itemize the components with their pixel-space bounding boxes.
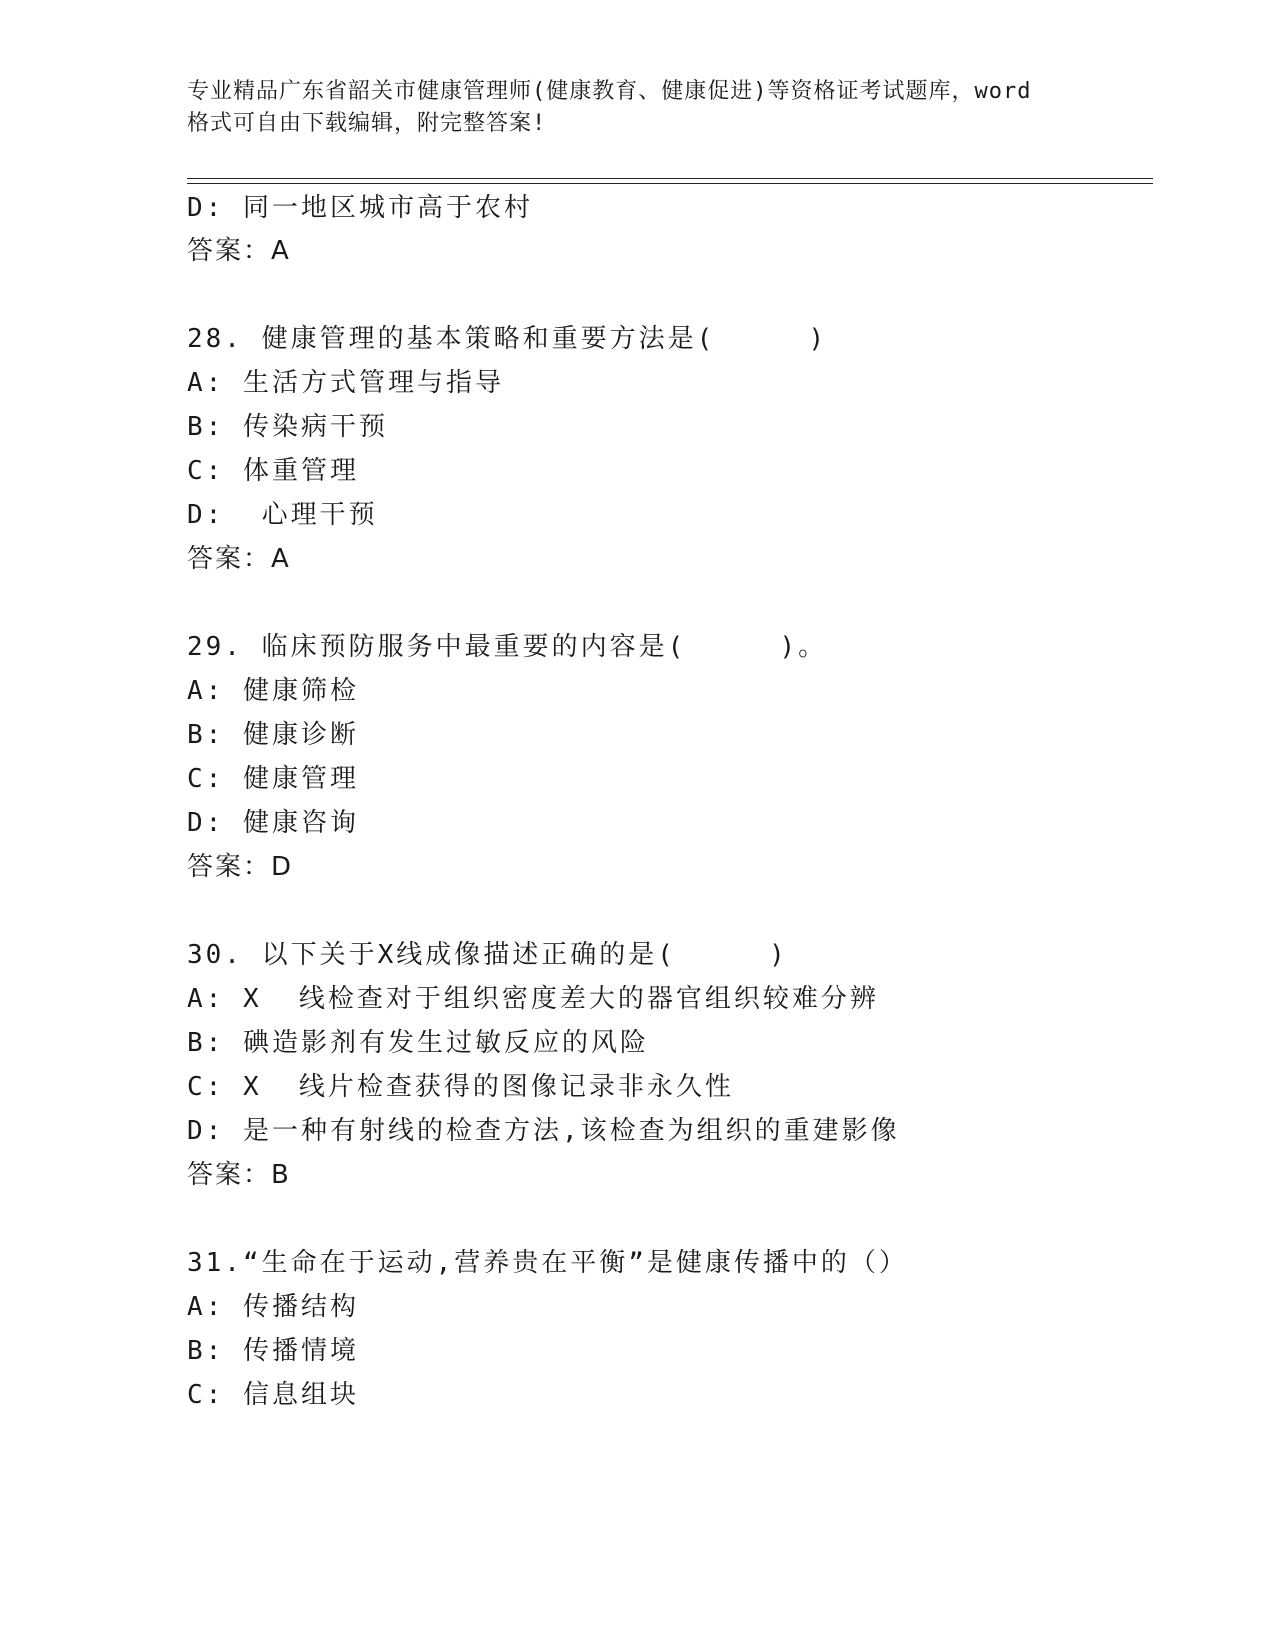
header-line-2: 格式可自由下载编辑，附完整答案!	[187, 111, 547, 136]
question-stem: 29. 临床预防服务中最重要的内容是( )。	[187, 632, 828, 662]
option-c: C: 信息组块	[187, 1380, 359, 1410]
option-d: D: 是一种有射线的检查方法,该检查为组织的重建影像	[187, 1116, 900, 1146]
option-c: C: X 线片检查获得的图像记录非永久性	[187, 1072, 734, 1102]
question-stem: 30. 以下关于X线成像描述正确的是( )	[187, 940, 788, 970]
answer-line: 答案：B	[187, 1160, 291, 1190]
option-d: D: 健康咨询	[187, 808, 359, 838]
option-d: D: 心理干预	[187, 500, 378, 530]
option-a: A: X 线检查对于组织密度差大的器官组织较难分辨	[187, 984, 879, 1014]
option-c: C: 体重管理	[187, 456, 359, 486]
option-c: C: 健康管理	[187, 764, 359, 794]
option-a: A: 生活方式管理与指导	[187, 368, 504, 398]
option-d: D: 同一地区城市高于农村	[187, 193, 533, 223]
option-a: A: 传播结构	[187, 1292, 359, 1322]
option-b: B: 传播情境	[187, 1336, 359, 1366]
page-header	[187, 76, 1107, 140]
answer-line: 答案：D	[187, 852, 294, 882]
option-b: B: 传染病干预	[187, 412, 388, 442]
answer-line: 答案：A	[187, 236, 291, 266]
header-line-1: 专业精品广东省韶关市健康管理师(健康教育、健康促进)等资格证考试题库，word	[187, 79, 1032, 104]
question-stem: 31.“生命在于运动,营养贵在平衡”是健康传播中的（）	[187, 1248, 908, 1278]
header-divider-top	[187, 178, 1153, 179]
header-divider-bottom	[187, 183, 1153, 184]
option-a: A: 健康筛检	[187, 676, 359, 706]
option-b: B: 碘造影剂有发生过敏反应的风险	[187, 1028, 649, 1058]
answer-line: 答案：A	[187, 544, 291, 574]
option-b: B: 健康诊断	[187, 720, 359, 750]
question-stem: 28. 健康管理的基本策略和重要方法是( )	[187, 324, 828, 354]
